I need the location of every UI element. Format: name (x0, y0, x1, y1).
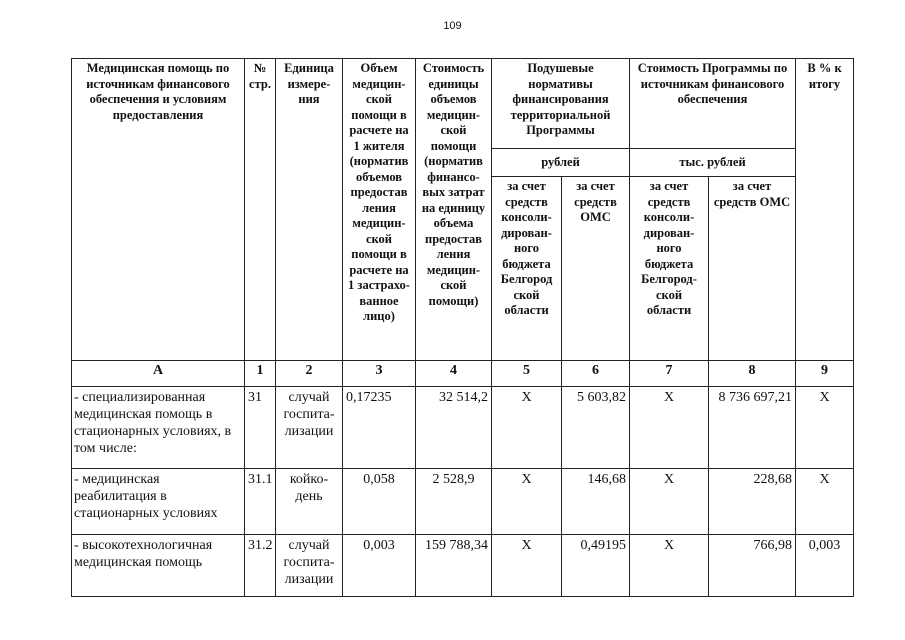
column-letter: 7 (630, 361, 709, 387)
row-percent: Х (796, 469, 854, 535)
column-letter: 5 (492, 361, 562, 387)
row-unit: случай госпита-лизации (276, 387, 343, 469)
header-program-budget: за счет средств консоли-дирован-ного бюджета Белгород-ской области (630, 177, 709, 361)
row-per-capita-oms: 0,49195 (562, 535, 630, 597)
header-name: Медицинская помощь по источникам финансового обеспечения и условиям предоставления (72, 59, 245, 361)
row-per-capita-oms: 5 603,82 (562, 387, 630, 469)
table-row (72, 387, 854, 469)
row-percent: Х (796, 387, 854, 469)
table-row (72, 535, 854, 597)
header-per-capita-oms: за счет средств ОМС (562, 177, 630, 361)
column-letter: 9 (796, 361, 854, 387)
header-unit-thousand-rubles: тыс. рублей (630, 149, 796, 177)
row-program-oms: 8 736 697,21 (709, 387, 796, 469)
row-per-capita-oms: 146,68 (562, 469, 630, 535)
header-row-number: № стр. (245, 59, 276, 361)
row-unit: случай госпита-лизации (276, 535, 343, 597)
column-letter: 4 (416, 361, 492, 387)
row-program-oms: 766,98 (709, 535, 796, 597)
row-per-capita-budget: Х (492, 535, 562, 597)
row-program-budget: Х (630, 535, 709, 597)
column-letter: 1 (245, 361, 276, 387)
row-unit: койко-день (276, 469, 343, 535)
row-volume: 0,003 (343, 535, 416, 597)
header-per-capita-norms: Подушевые нормативы финансирования территориальной Программы (492, 59, 630, 149)
financing-table (71, 58, 854, 597)
row-number: 31.1 (245, 469, 276, 535)
row-unit-cost: 2 528,9 (416, 469, 492, 535)
header-per-capita-budget: за счет средств консоли-дирован-ного бюджета Белгород ской области (492, 177, 562, 361)
header-unit-rubles: рублей (492, 149, 630, 177)
row-unit-cost: 159 788,34 (416, 535, 492, 597)
row-per-capita-budget: Х (492, 469, 562, 535)
table-row (72, 469, 854, 535)
header-percent-total: В % к итогу (796, 59, 854, 361)
column-letter: 8 (709, 361, 796, 387)
page-number: 109 (443, 20, 462, 32)
row-name: - специализированная медицинская помощь в стационарных условиях, в том числе: (72, 387, 245, 469)
row-number: 31.2 (245, 535, 276, 597)
row-volume: 0,17235 (343, 387, 416, 469)
row-unit-cost: 32 514,2 (416, 387, 492, 469)
row-program-budget: Х (630, 387, 709, 469)
header-program-cost: Стоимость Программы по источникам финансового обеспечения (630, 59, 796, 149)
row-volume: 0,058 (343, 469, 416, 535)
row-program-oms: 228,68 (709, 469, 796, 535)
row-number: 31 (245, 387, 276, 469)
column-letter: 6 (562, 361, 630, 387)
row-per-capita-budget: Х (492, 387, 562, 469)
row-name: - медицинская реабилитация в стационарных условиях (72, 469, 245, 535)
column-letter: А (72, 361, 245, 387)
column-letter: 2 (276, 361, 343, 387)
column-letter: 3 (343, 361, 416, 387)
row-percent: 0,003 (796, 535, 854, 597)
header-unit: Единица измере-ния (276, 59, 343, 361)
row-name: - высокотехнологичная медицинская помощь (72, 535, 245, 597)
header-program-oms: за счет средств ОМС (709, 177, 796, 361)
header-volume: Объем медицин-ской помощи в расчете на 1 жителя (норматив объемов предостав ления медицин-ской помощи в расчете на 1 застрахо-ванное лицо) (343, 59, 416, 361)
header-unit-cost: Стоимость единицы объемов медицин-ской помощи (норматив финансо-вых затрат на единицу объема предостав ления медицин-ской помощи) (416, 59, 492, 361)
row-program-budget: Х (630, 469, 709, 535)
